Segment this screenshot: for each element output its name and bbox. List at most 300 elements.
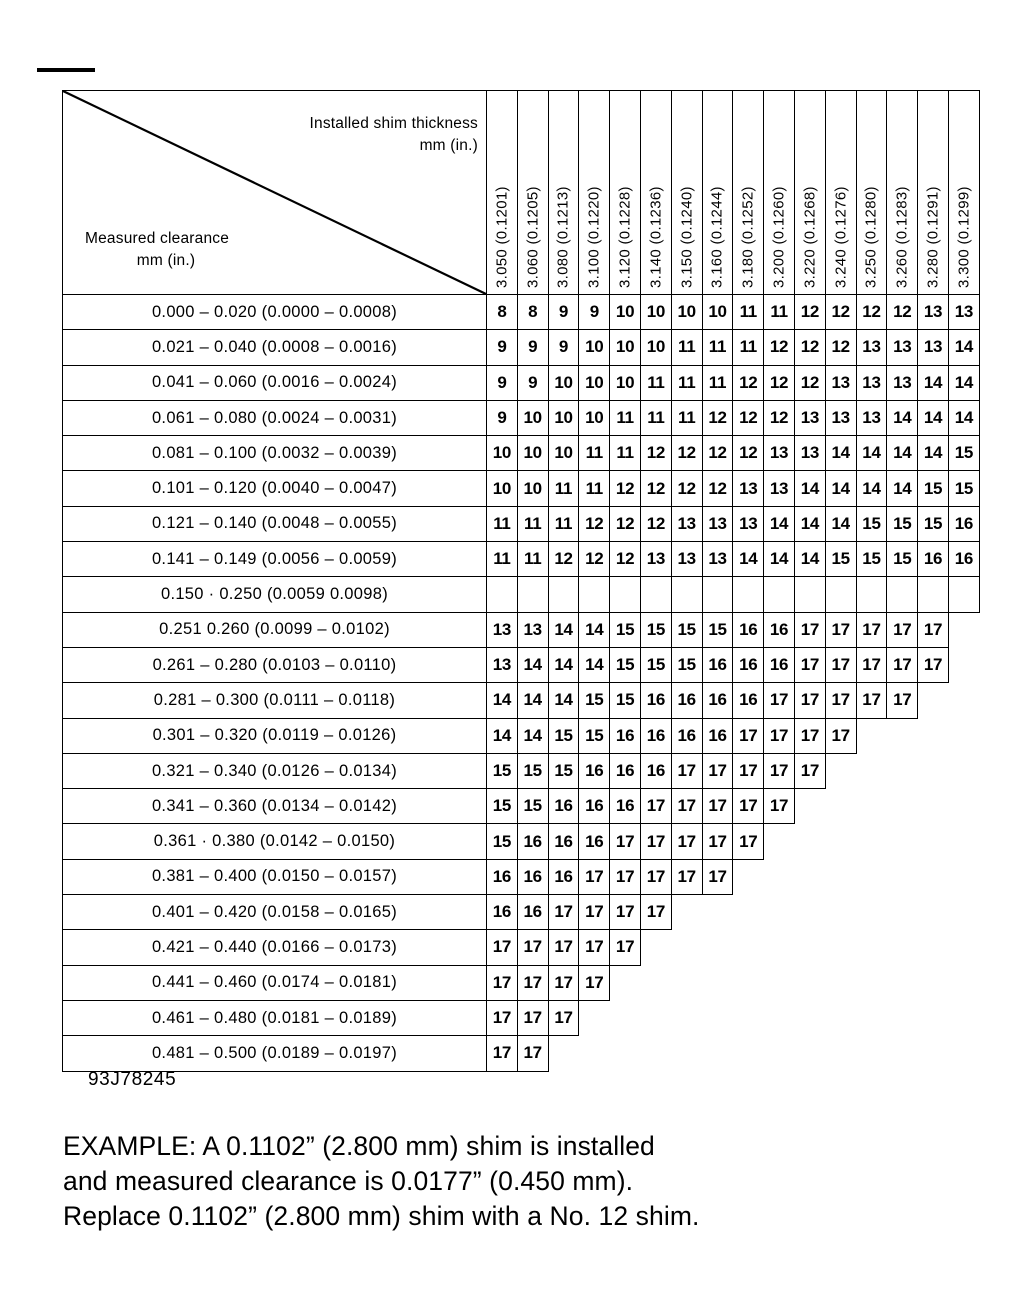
- shim-number-cell: 15: [918, 506, 949, 541]
- shim-number-cell: 8: [517, 295, 548, 330]
- blank-cell: [825, 1000, 856, 1035]
- shim-number-cell: 12: [671, 471, 702, 506]
- row-header-label: 0.021 – 0.040 (0.0008 – 0.0016): [151, 337, 398, 356]
- measured-label-line1: Measured clearance: [85, 230, 230, 247]
- shim-number-cell: 12: [733, 436, 764, 471]
- shim-number-cell: 15: [517, 753, 548, 788]
- shim-number-cell: 13: [702, 542, 733, 577]
- shim-number-cell: 13: [517, 612, 548, 647]
- shim-number-cell: 9: [487, 330, 518, 365]
- blank-cell: [640, 1000, 671, 1035]
- shim-number-cell: 10: [548, 436, 579, 471]
- table-row: [63, 859, 980, 894]
- blank-cell: [887, 718, 918, 753]
- row-header-6: [63, 506, 487, 541]
- table-row: [63, 895, 980, 930]
- shim-number-cell: 17: [733, 789, 764, 824]
- shim-number-cell: 13: [733, 506, 764, 541]
- shim-number-cell: 17: [794, 612, 825, 647]
- blank-cell: [825, 965, 856, 1000]
- table-body: [63, 295, 980, 1072]
- blank-cell: [794, 1036, 825, 1071]
- shim-number-cell: 13: [733, 471, 764, 506]
- blank-cell: [856, 1000, 887, 1035]
- shim-number-cell: 17: [794, 718, 825, 753]
- shim-number-cell: 17: [640, 789, 671, 824]
- row-header-15: [63, 824, 487, 859]
- shim-number-cell: 13: [764, 471, 795, 506]
- shim-number-cell: 17: [517, 965, 548, 1000]
- row-header-label: 0.141 – 0.149 (0.0056 – 0.0059): [151, 549, 398, 568]
- blank-cell: [671, 1000, 702, 1035]
- shim-number-cell: 15: [948, 436, 979, 471]
- shim-number-cell: 15: [671, 647, 702, 682]
- shim-number-cell: 17: [548, 965, 579, 1000]
- shim-number-cell: 12: [702, 471, 733, 506]
- row-header-0: [63, 295, 487, 330]
- row-header-label: 0.000 – 0.020 (0.0000 – 0.0008): [151, 302, 398, 321]
- shim-number-cell: 17: [487, 1036, 518, 1071]
- shim-number-cell: 17: [579, 895, 610, 930]
- top-tick-mark: [37, 68, 95, 72]
- shim-number-cell: 15: [640, 612, 671, 647]
- blank-cell: [948, 612, 979, 647]
- shim-number-cell: 12: [733, 365, 764, 400]
- shim-number-cell: 10: [610, 365, 641, 400]
- blank-cell: [610, 965, 641, 1000]
- shim-number-cell: 16: [517, 824, 548, 859]
- shim-number-cell: 14: [825, 436, 856, 471]
- shim-number-cell: 17: [764, 683, 795, 718]
- shim-number-cell: 12: [856, 295, 887, 330]
- shim-number-cell: 16: [610, 718, 641, 753]
- row-header-17: [63, 895, 487, 930]
- shim-number-cell: 17: [487, 930, 518, 965]
- table-row: [63, 1036, 980, 1071]
- shim-number-cell: 11: [671, 330, 702, 365]
- blank-cell: [825, 824, 856, 859]
- column-header-label: 3.250 (0.1280): [862, 186, 880, 288]
- blank-cell: [794, 824, 825, 859]
- blank-cell: [856, 718, 887, 753]
- shim-selection-chart: [62, 90, 980, 1072]
- blank-cell: [671, 965, 702, 1000]
- shim-number-cell: [764, 577, 795, 612]
- shim-number-cell: 16: [487, 859, 518, 894]
- shim-number-cell: 17: [733, 824, 764, 859]
- shim-number-cell: 13: [702, 506, 733, 541]
- shim-number-cell: 17: [825, 612, 856, 647]
- blank-cell: [794, 895, 825, 930]
- column-header-2: [548, 91, 579, 295]
- blank-cell: [948, 859, 979, 894]
- shim-number-cell: 9: [487, 400, 518, 435]
- shim-number-cell: 11: [702, 365, 733, 400]
- blank-cell: [671, 895, 702, 930]
- shim-number-cell: [825, 577, 856, 612]
- shim-number-cell: 10: [548, 400, 579, 435]
- table-row: [63, 1000, 980, 1035]
- blank-cell: [548, 1036, 579, 1071]
- blank-cell: [948, 789, 979, 824]
- shim-number-cell: 17: [487, 1000, 518, 1035]
- shim-number-cell: 15: [948, 471, 979, 506]
- row-header-18: [63, 930, 487, 965]
- shim-number-cell: 12: [610, 542, 641, 577]
- shim-number-cell: 9: [548, 330, 579, 365]
- shim-number-cell: 11: [610, 436, 641, 471]
- shim-number-cell: 17: [856, 683, 887, 718]
- measured-label-line2: mm (in.): [136, 252, 196, 269]
- shim-number-cell: 14: [887, 471, 918, 506]
- row-header-11: [63, 683, 487, 718]
- blank-cell: [856, 965, 887, 1000]
- shim-number-cell: 14: [517, 647, 548, 682]
- blank-cell: [887, 1036, 918, 1071]
- blank-cell: [640, 930, 671, 965]
- blank-cell: [825, 753, 856, 788]
- table-row: [63, 753, 980, 788]
- shim-number-cell: 15: [487, 789, 518, 824]
- column-header-0: [487, 91, 518, 295]
- table-row: [63, 295, 980, 330]
- shim-number-cell: 13: [825, 400, 856, 435]
- blank-cell: [671, 930, 702, 965]
- shim-number-cell: 13: [794, 400, 825, 435]
- blank-cell: [764, 1000, 795, 1035]
- shim-number-cell: 13: [918, 330, 949, 365]
- shim-number-cell: 13: [671, 542, 702, 577]
- shim-number-cell: 16: [579, 789, 610, 824]
- blank-cell: [918, 683, 949, 718]
- shim-number-cell: 12: [733, 400, 764, 435]
- shim-number-cell: 15: [640, 647, 671, 682]
- shim-number-cell: 15: [918, 471, 949, 506]
- shim-number-cell: 13: [887, 365, 918, 400]
- installed-label-line2: mm (in.): [419, 137, 478, 154]
- shim-number-cell: 17: [640, 895, 671, 930]
- shim-number-cell: 14: [794, 506, 825, 541]
- shim-number-cell: 17: [610, 930, 641, 965]
- shim-number-cell: 17: [794, 683, 825, 718]
- shim-number-cell: 10: [579, 400, 610, 435]
- example-note: [63, 1129, 699, 1234]
- row-header-7: [63, 542, 487, 577]
- shim-number-cell: 16: [517, 859, 548, 894]
- shim-number-cell: 15: [517, 789, 548, 824]
- column-header-label: 3.280 (0.1291): [924, 186, 942, 288]
- shim-number-cell: 15: [610, 683, 641, 718]
- shim-number-cell: 16: [640, 718, 671, 753]
- shim-number-cell: 13: [764, 436, 795, 471]
- shim-number-cell: [794, 577, 825, 612]
- column-header-label: 3.240 (0.1276): [832, 186, 850, 288]
- blank-cell: [856, 1036, 887, 1071]
- corner-header-cell: [63, 91, 487, 295]
- shim-number-cell: 16: [702, 718, 733, 753]
- column-header-label: 3.140 (0.1236): [647, 186, 665, 288]
- shim-number-cell: [640, 577, 671, 612]
- shim-number-cell: 10: [487, 436, 518, 471]
- blank-cell: [640, 965, 671, 1000]
- column-header-11: [825, 91, 856, 295]
- blank-cell: [764, 859, 795, 894]
- shim-number-cell: 15: [671, 612, 702, 647]
- shim-number-cell: 16: [640, 683, 671, 718]
- shim-number-cell: 17: [702, 753, 733, 788]
- shim-number-cell: 12: [825, 295, 856, 330]
- shim-number-cell: 11: [579, 471, 610, 506]
- blank-cell: [825, 1036, 856, 1071]
- shim-number-cell: [887, 577, 918, 612]
- shim-number-cell: 12: [794, 330, 825, 365]
- blank-cell: [764, 930, 795, 965]
- shim-number-cell: 17: [887, 683, 918, 718]
- shim-number-cell: 12: [794, 365, 825, 400]
- row-header-9: [63, 612, 487, 647]
- shim-number-cell: 10: [640, 330, 671, 365]
- row-header-label: 0.461 – 0.480 (0.0181 – 0.0189): [151, 1008, 398, 1027]
- shim-number-cell: 17: [487, 965, 518, 1000]
- blank-cell: [825, 895, 856, 930]
- shim-number-cell: 12: [764, 400, 795, 435]
- row-header-label: 0.150 · 0.250 (0.0059 0.0098): [160, 585, 389, 604]
- shim-number-cell: 14: [764, 506, 795, 541]
- table-row: [63, 330, 980, 365]
- blank-cell: [733, 1000, 764, 1035]
- blank-cell: [948, 718, 979, 753]
- blank-cell: [918, 895, 949, 930]
- blank-cell: [887, 859, 918, 894]
- blank-cell: [887, 895, 918, 930]
- blank-cell: [640, 1036, 671, 1071]
- blank-cell: [948, 753, 979, 788]
- shim-number-cell: 17: [702, 789, 733, 824]
- column-header-15: [948, 91, 979, 295]
- shim-number-cell: 11: [733, 330, 764, 365]
- shim-number-cell: 10: [579, 365, 610, 400]
- shim-number-cell: 17: [671, 824, 702, 859]
- shim-number-cell: 16: [640, 753, 671, 788]
- shim-number-cell: 17: [764, 789, 795, 824]
- shim-number-cell: 16: [548, 824, 579, 859]
- column-header-label: 3.050 (0.1201): [493, 186, 511, 288]
- shim-number-cell: 16: [948, 542, 979, 577]
- shim-number-cell: 10: [671, 295, 702, 330]
- row-header-3: [63, 400, 487, 435]
- shim-number-cell: 14: [517, 718, 548, 753]
- shim-number-cell: 12: [579, 506, 610, 541]
- shim-number-cell: 11: [764, 295, 795, 330]
- row-header-label: 0.251 0.260 (0.0099 – 0.0102): [159, 620, 390, 639]
- row-header-label: 0.301 – 0.320 (0.0119 – 0.0126): [152, 726, 397, 745]
- shim-number-cell: 17: [794, 753, 825, 788]
- shim-number-cell: 14: [825, 506, 856, 541]
- blank-cell: [948, 647, 979, 682]
- example-line-1: EXAMPLE: A 0.1102” (2.800 mm) shim is installed: [63, 1131, 655, 1161]
- row-header-10: [63, 647, 487, 682]
- shim-number-cell: 17: [702, 824, 733, 859]
- shim-table: [62, 90, 980, 1072]
- blank-cell: [733, 965, 764, 1000]
- row-header-8: [63, 577, 487, 612]
- shim-number-cell: 15: [610, 612, 641, 647]
- blank-cell: [610, 1000, 641, 1035]
- table-row: [63, 789, 980, 824]
- shim-number-cell: 17: [517, 1036, 548, 1071]
- shim-number-cell: 17: [548, 1000, 579, 1035]
- shim-number-cell: 15: [579, 683, 610, 718]
- blank-cell: [918, 930, 949, 965]
- shim-number-cell: 16: [733, 683, 764, 718]
- blank-cell: [856, 895, 887, 930]
- shim-number-cell: 13: [856, 400, 887, 435]
- installed-label-line1: Installed shim thickness: [309, 115, 478, 132]
- shim-number-cell: 14: [548, 647, 579, 682]
- table-row: [63, 365, 980, 400]
- shim-number-cell: 15: [825, 542, 856, 577]
- shim-number-cell: 16: [548, 789, 579, 824]
- shim-number-cell: 10: [610, 295, 641, 330]
- shim-number-cell: 17: [517, 930, 548, 965]
- row-header-label: 0.261 – 0.280 (0.0103 – 0.0110): [152, 655, 397, 674]
- column-header-label: 3.200 (0.1260): [770, 186, 788, 288]
- row-header-label: 0.341 – 0.360 (0.0134 – 0.0142): [151, 796, 398, 815]
- blank-cell: [702, 965, 733, 1000]
- blank-cell: [887, 965, 918, 1000]
- shim-number-cell: 11: [733, 295, 764, 330]
- column-header-label: 3.220 (0.1268): [801, 186, 819, 288]
- shim-number-cell: [487, 577, 518, 612]
- shim-number-cell: 14: [948, 400, 979, 435]
- blank-cell: [887, 753, 918, 788]
- row-header-label: 0.421 – 0.440 (0.0166 – 0.0173): [151, 937, 398, 956]
- shim-number-cell: 9: [548, 295, 579, 330]
- measured-clearance-label: [85, 228, 229, 272]
- shim-number-cell: 14: [918, 400, 949, 435]
- shim-number-cell: 17: [794, 647, 825, 682]
- shim-number-cell: 14: [918, 365, 949, 400]
- row-header-14: [63, 789, 487, 824]
- shim-number-cell: 11: [640, 400, 671, 435]
- shim-number-cell: 12: [548, 542, 579, 577]
- shim-number-cell: 17: [887, 612, 918, 647]
- shim-number-cell: 10: [517, 436, 548, 471]
- blank-cell: [825, 789, 856, 824]
- column-header-10: [794, 91, 825, 295]
- shim-number-cell: 12: [702, 400, 733, 435]
- shim-number-cell: 13: [487, 647, 518, 682]
- table-row: [63, 506, 980, 541]
- blank-cell: [702, 1036, 733, 1071]
- blank-cell: [948, 1036, 979, 1071]
- shim-number-cell: 15: [887, 542, 918, 577]
- blank-cell: [733, 859, 764, 894]
- blank-cell: [887, 789, 918, 824]
- installed-shim-thickness-label: [310, 113, 478, 157]
- shim-number-cell: [671, 577, 702, 612]
- column-header-3: [579, 91, 610, 295]
- table-row: [63, 400, 980, 435]
- blank-cell: [794, 789, 825, 824]
- shim-number-cell: 16: [610, 753, 641, 788]
- blank-cell: [702, 1000, 733, 1035]
- shim-number-cell: 13: [856, 365, 887, 400]
- shim-number-cell: 12: [702, 436, 733, 471]
- shim-number-cell: 17: [517, 1000, 548, 1035]
- shim-number-cell: [579, 577, 610, 612]
- table-row: [63, 471, 980, 506]
- shim-number-cell: 9: [517, 365, 548, 400]
- shim-number-cell: 16: [702, 683, 733, 718]
- shim-number-cell: 16: [487, 895, 518, 930]
- blank-cell: [671, 1036, 702, 1071]
- shim-number-cell: 14: [548, 683, 579, 718]
- shim-number-cell: 17: [579, 965, 610, 1000]
- row-header-1: [63, 330, 487, 365]
- shim-number-cell: 16: [671, 718, 702, 753]
- blank-cell: [733, 930, 764, 965]
- blank-cell: [733, 1036, 764, 1071]
- shim-number-cell: [548, 577, 579, 612]
- column-header-6: [671, 91, 702, 295]
- shim-number-cell: 17: [856, 612, 887, 647]
- shim-number-cell: 14: [733, 542, 764, 577]
- table-row: [63, 577, 980, 612]
- blank-cell: [918, 965, 949, 1000]
- shim-number-cell: 14: [794, 471, 825, 506]
- shim-number-cell: 14: [918, 436, 949, 471]
- blank-cell: [856, 859, 887, 894]
- blank-cell: [825, 859, 856, 894]
- blank-cell: [887, 824, 918, 859]
- table-row: [63, 647, 980, 682]
- shim-number-cell: 17: [887, 647, 918, 682]
- shim-number-cell: 17: [610, 859, 641, 894]
- shim-number-cell: 16: [702, 647, 733, 682]
- blank-cell: [764, 824, 795, 859]
- shim-number-cell: 17: [702, 859, 733, 894]
- shim-number-cell: 15: [548, 753, 579, 788]
- column-header-12: [856, 91, 887, 295]
- shim-number-cell: 14: [764, 542, 795, 577]
- header-row: [63, 91, 980, 295]
- shim-number-cell: 10: [487, 471, 518, 506]
- shim-number-cell: 10: [640, 295, 671, 330]
- shim-number-cell: 16: [733, 647, 764, 682]
- shim-number-cell: 17: [733, 718, 764, 753]
- blank-cell: [764, 1036, 795, 1071]
- column-header-label: 3.160 (0.1244): [708, 186, 726, 288]
- shim-number-cell: 14: [825, 471, 856, 506]
- shim-number-cell: 17: [856, 647, 887, 682]
- blank-cell: [733, 895, 764, 930]
- shim-number-cell: 17: [610, 895, 641, 930]
- shim-number-cell: 17: [579, 859, 610, 894]
- shim-number-cell: 9: [487, 365, 518, 400]
- row-header-19: [63, 965, 487, 1000]
- shim-number-cell: 11: [548, 471, 579, 506]
- shim-number-cell: 14: [887, 400, 918, 435]
- shim-number-cell: 11: [671, 365, 702, 400]
- shim-number-cell: 17: [764, 753, 795, 788]
- shim-number-cell: 12: [794, 295, 825, 330]
- shim-number-cell: 17: [733, 753, 764, 788]
- shim-number-cell: 17: [918, 647, 949, 682]
- shim-number-cell: 14: [794, 542, 825, 577]
- shim-number-cell: [733, 577, 764, 612]
- table-row: [63, 542, 980, 577]
